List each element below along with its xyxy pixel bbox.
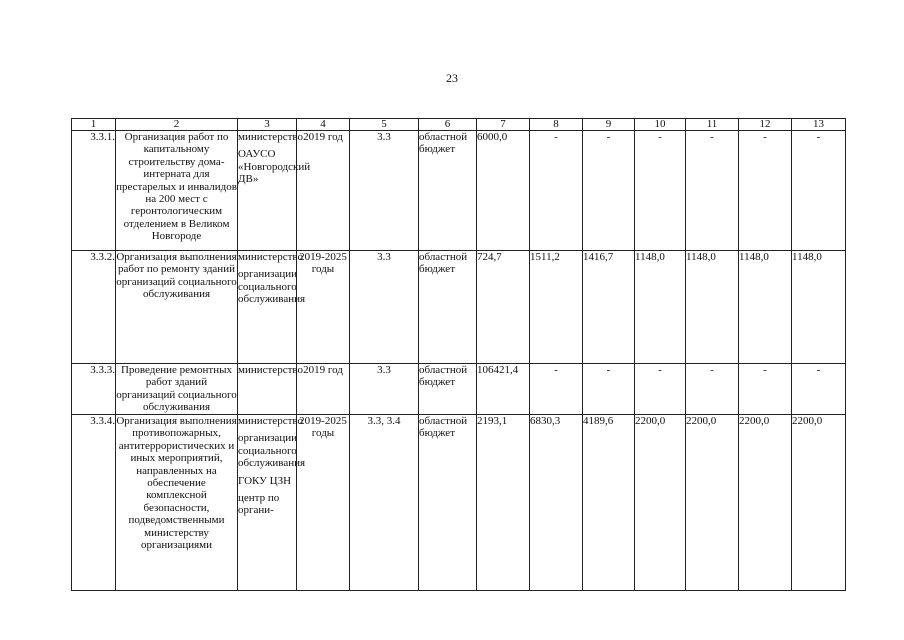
- column-header: 9: [583, 119, 635, 131]
- executor: ГОКУ ЦЗН: [238, 474, 292, 487]
- column-header: 1: [72, 119, 116, 131]
- table-row: [72, 415, 846, 591]
- activity-number: 3.3.4.: [72, 415, 116, 591]
- funding-source: областной бюджет: [419, 131, 477, 251]
- table-row: [72, 364, 846, 415]
- funding-value: 1148,0: [686, 251, 739, 364]
- executor: организации социального обслуживания: [238, 268, 306, 306]
- column-number-row: [72, 119, 846, 131]
- funding-value: -: [530, 131, 583, 251]
- funding-value: -: [635, 131, 686, 251]
- funding-value: -: [583, 364, 635, 415]
- funding-value: 1148,0: [635, 251, 686, 364]
- column-header: 10: [635, 119, 686, 131]
- program-activities-table: [71, 118, 846, 591]
- activity-period: 2019-2025 годы: [297, 415, 350, 591]
- funding-value: -: [686, 131, 739, 251]
- column-header: 8: [530, 119, 583, 131]
- executor: министерство: [238, 364, 304, 376]
- funding-source: областной бюджет: [419, 415, 477, 591]
- funding-value: -: [686, 364, 739, 415]
- activity-name: Проведение ремонтных работ зданий организаций социального обслуживания: [116, 364, 237, 414]
- activity-period: 2019 год: [297, 131, 350, 251]
- funding-value: 2200,0: [739, 415, 792, 591]
- funding-value: 2200,0: [792, 415, 846, 591]
- funding-value: -: [739, 364, 792, 415]
- funding-value: -: [530, 364, 583, 415]
- activity-period: 2019 год: [297, 364, 350, 415]
- activity-number: 3.3.3.: [72, 364, 116, 415]
- funding-value: 6830,3: [530, 415, 583, 591]
- column-header: 12: [739, 119, 792, 131]
- executor: министерство: [238, 131, 304, 143]
- activity-period: 2019-2025 годы: [297, 251, 350, 364]
- activity-executors: [238, 415, 306, 591]
- column-header: 6: [419, 119, 477, 131]
- column-header: 11: [686, 119, 739, 131]
- activity-name: Организация работ по капитальному строительству дома-интерната для престарелых и инвалидов на 200 мест с геронтологическим отделением в Великом Новгороде: [116, 131, 238, 251]
- activity-executors: [238, 364, 304, 415]
- funding-value: 106421,4: [477, 364, 530, 415]
- funding-value: 6000,0: [477, 131, 530, 251]
- funding-value: 1511,2: [530, 251, 583, 364]
- funding-value: -: [792, 131, 846, 251]
- funding-value: -: [583, 131, 635, 251]
- target-indicator: 3.3, 3.4: [350, 415, 419, 591]
- executor: центр по органи-: [238, 492, 280, 517]
- funding-source: областной бюджет: [419, 251, 477, 364]
- funding-value: -: [792, 364, 846, 415]
- funding-value: 1148,0: [739, 251, 792, 364]
- executor: ОАУСО «Новгородский ДВ»: [238, 148, 311, 186]
- column-header: 4: [297, 119, 350, 131]
- page-number: 23: [446, 71, 458, 85]
- funding-value: 4189,6: [583, 415, 635, 591]
- funding-source: областной бюджет: [419, 364, 477, 415]
- column-header: 7: [477, 119, 530, 131]
- table-row: [72, 251, 846, 364]
- executor: министерство: [238, 251, 304, 263]
- activity-number: 3.3.2.: [72, 251, 116, 364]
- activity-number: 3.3.1.: [72, 131, 116, 251]
- column-header: 2: [116, 119, 238, 131]
- activity-name: Организация выполнения работ по ремонту зданий организаций социального обслуживания: [116, 251, 238, 364]
- funding-value: 2193,1: [477, 415, 530, 591]
- funding-value: 2200,0: [635, 415, 686, 591]
- column-header: 5: [350, 119, 419, 131]
- executor: организации социального обслуживания: [238, 432, 306, 470]
- target-indicator: 3.3: [350, 131, 419, 251]
- funding-value: 1148,0: [792, 251, 846, 364]
- funding-value: 2200,0: [686, 415, 739, 591]
- column-header: 3: [238, 119, 297, 131]
- target-indicator: 3.3: [350, 251, 419, 364]
- funding-value: 1416,7: [583, 251, 635, 364]
- activity-executors: [238, 251, 306, 364]
- funding-value: -: [635, 364, 686, 415]
- funding-value: -: [739, 131, 792, 251]
- column-header: 13: [792, 119, 846, 131]
- activity-name: Организация выполнения противопожарных, антитеррористических и иных мероприятий, направленных на обеспечение комплексной безопасности, подведомственными министерству организациями: [116, 415, 238, 591]
- activity-executors: [238, 131, 311, 251]
- executor: министерство: [238, 415, 304, 427]
- table-row: [72, 131, 846, 251]
- funding-value: 724,7: [477, 251, 530, 364]
- target-indicator: 3.3: [350, 364, 419, 415]
